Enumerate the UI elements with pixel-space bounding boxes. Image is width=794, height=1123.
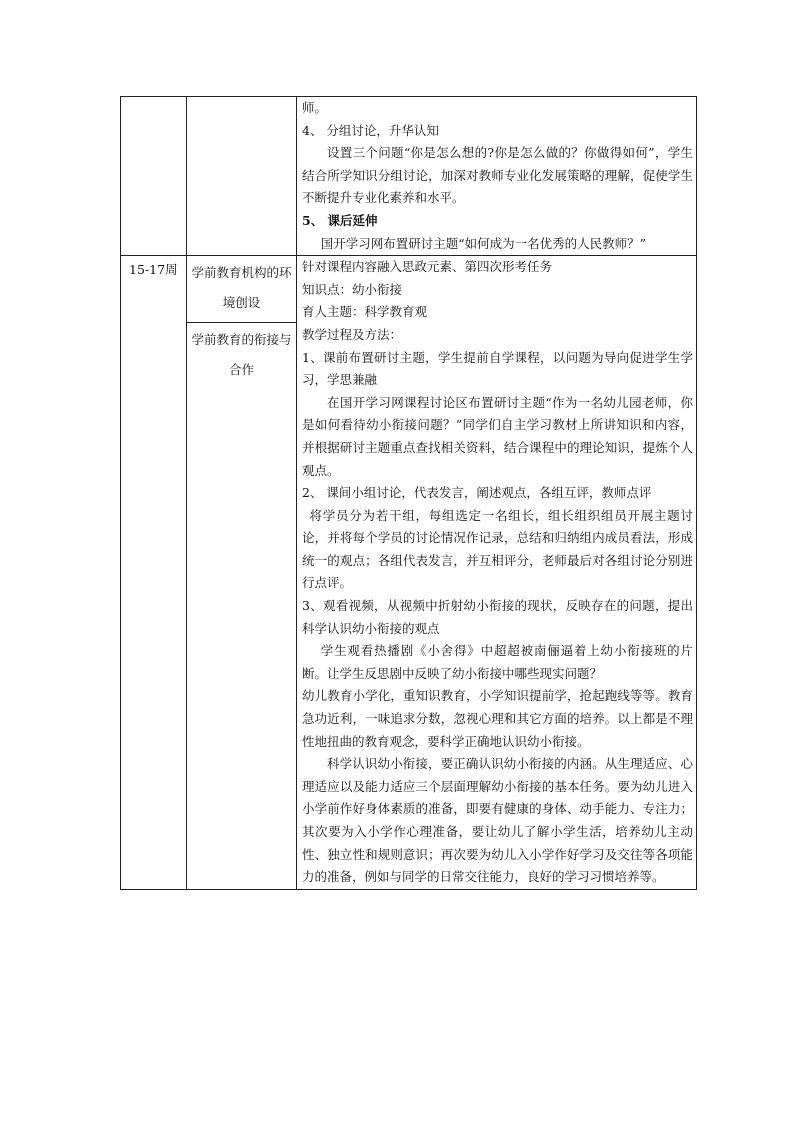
content-paragraph: 学生观看热播剧《小舍得》中超超被南俪逼着上幼小衔接班的片断。让学生反思剧中反映了幼小衔接中哪些现实问题？ [302, 643, 693, 681]
content-paragraph: 将学员分为若干组，每组选定一名组长，组长组织组员开展主题讨论，并将每个学员的讨论情况作记录，总结和归纳组内成员看法，形成统一的观点；各组代表发言，并互相评分，老师最后对各组讨论分别进行点评。 [302, 507, 693, 591]
content-heading: 2、 课间小组讨论，代表发言，阐述观点，各组互评，教师点评 [302, 485, 652, 501]
content-paragraph: 科学认识幼小衔接，要正确认识幼小衔接的内涵。从生理适应、心理适应以及能力适应三个层面理解幼小衔接的基本任务。要为幼儿进入小学前作好身体素质的准备，即要有健康的身体、动手能力、专注力；其次要为入小学作心理准备，要让幼儿了解小学生活，培养幼儿主动性、独立性和规则意识；再次要为幼儿入小学作好学习及交往等各项能力的准备，例如与同学的日常交往能力，良好的学习习惯培养等。 [302, 756, 693, 885]
table-row [121, 256, 697, 323]
content-heading: 4、 分组讨论，升华认知 [302, 122, 439, 138]
content-line: 育人主题：科学教育观 [302, 304, 428, 320]
week-label: 15-17周 [129, 262, 178, 278]
content-line: 针对课程内容融入思政元素、第四次形考任务 [302, 259, 553, 275]
unit-cell [187, 323, 297, 890]
content-paragraph: 幼儿教育小学化，重知识教育，小学知识提前学，抢起跑线等等。教育急功近利，一味追求分数，忽视心理和其它方面的培养。以上都是不理性地扭曲的教育观念，要科学正确地认识幼小衔接。 [302, 688, 693, 749]
content-line: 知识点：幼小衔接 [302, 281, 403, 297]
teaching-plan-table [120, 96, 697, 890]
content-cell [297, 256, 697, 890]
table-row [121, 97, 697, 256]
content-paragraph: 国开学习网布置研讨主题“如何成为一名优秀的人民教师？” [320, 235, 647, 251]
content-paragraph: 设置三个问题“你是怎么想的?你是怎么做的？你做得如何”，学生结合所学知识分组讨论，加深对教师专业化发展策略的理解，促使学生不断提升专业化素养和水平。 [302, 145, 693, 206]
unit-cell-empty [187, 97, 297, 256]
content-line: 师。 [302, 100, 328, 115]
content-heading: 5、 课后延伸 [302, 212, 378, 228]
unit-title: 学前教育的衔接与合作 [191, 332, 292, 378]
week-cell [121, 256, 187, 890]
week-cell-empty [121, 97, 187, 256]
content-heading: 3、观看视频，从视频中折射幼小衔接的现状，反映存在的问题，提出科学认识幼小衔接的观点 [302, 598, 693, 636]
content-heading: 1、课前布置研讨主题，学生提前自学课程，以问题为导向促进学生学习，学思兼融 [302, 349, 693, 388]
unit-title: 学前教育机构的环境创设 [191, 265, 292, 311]
content-line: 教学过程及方法： [302, 326, 403, 342]
content-paragraph: 在国开学习网课程讨论区布置研讨主题“作为一名幼儿园老师，你是如何看待幼小衔接问题？”同学们自主学习教材上所讲知识和内容，并根据研讨主题重点查找相关资料，结合课程中的理论知识，提炼个人观点。 [302, 394, 693, 478]
unit-cell [187, 256, 297, 323]
content-cell [297, 97, 697, 256]
